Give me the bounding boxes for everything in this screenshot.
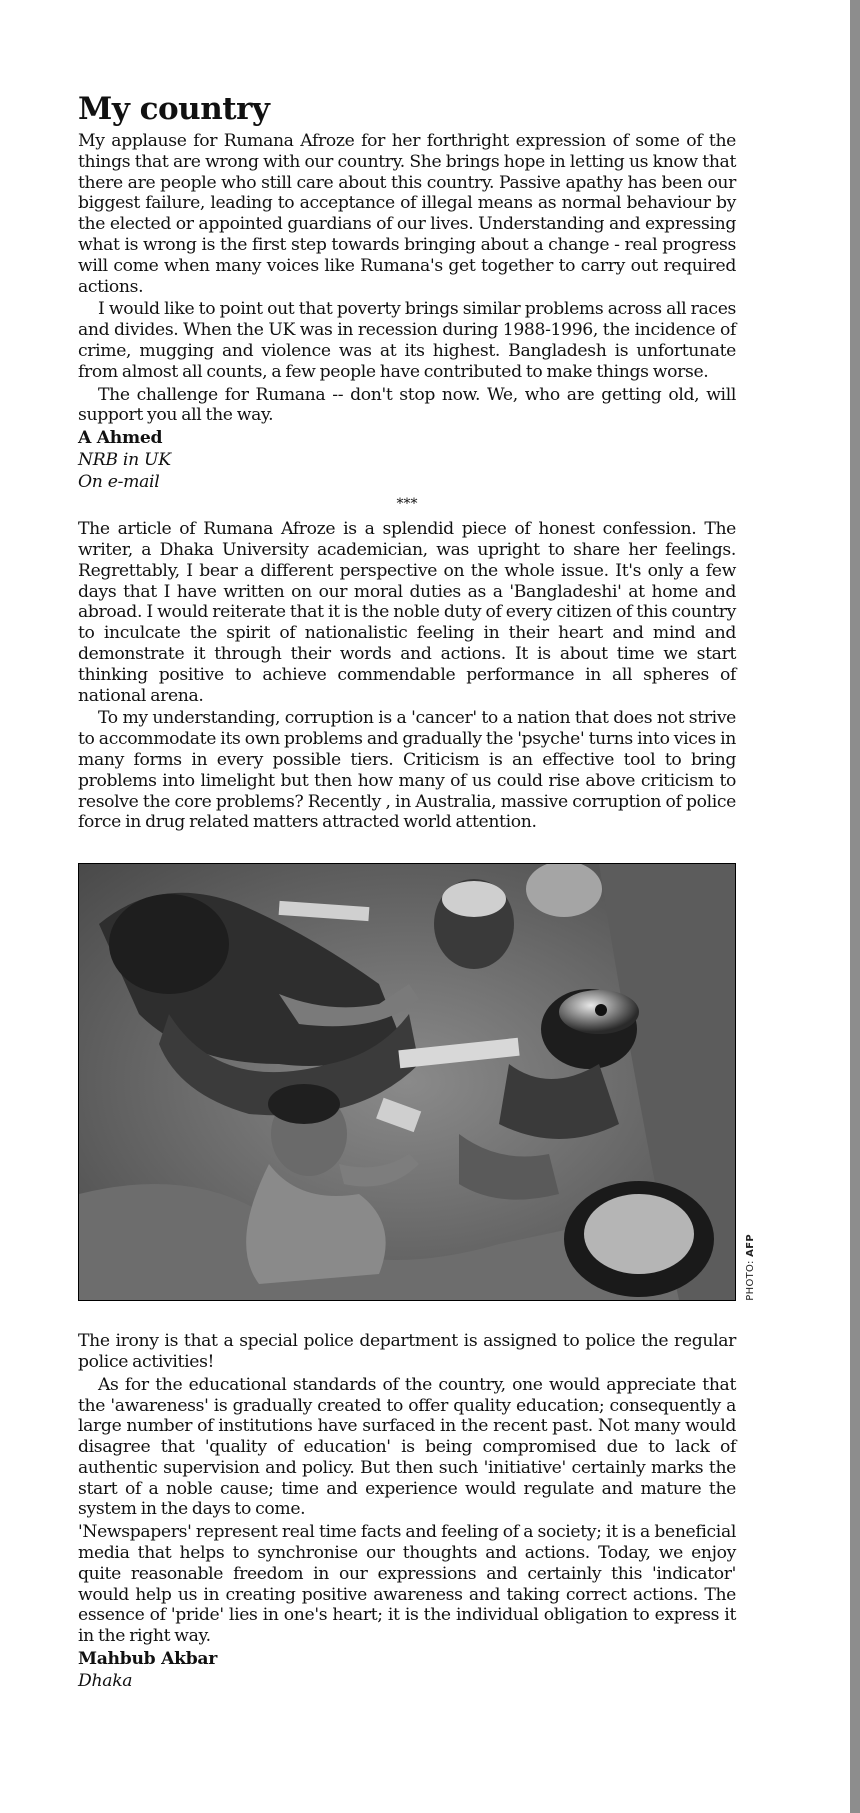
photo-credit-source: AFP <box>745 1234 756 1258</box>
letter2-location: Dhaka <box>78 1671 133 1692</box>
letter1-via: On e-mail <box>78 472 160 493</box>
letter2-paragraph-4: As for the educational standards of the country, one would appreciate that the 'awareness' is gradually created to offer quality education; consequently a large number of institutions have surfaced in the recent past. Not many would disagree that 'quality of education' is being compromised due to lack of authentic supervision and policy. But then such 'initiative' certainly marks the start of a noble cause; time and experience would regulate and mature the system in the days to come. <box>78 1374 736 1520</box>
article-photo-container <box>78 863 756 1302</box>
letter-separator: *** <box>396 496 418 513</box>
letter1-author: A Ahmed <box>78 428 163 449</box>
letter1-paragraph-3: The challenge for Rumana -- don't stop now. We, who are getting old, will support you all the way. <box>78 384 736 426</box>
photo-credit <box>745 1234 756 1301</box>
letter2-author: Mahbub Akbar <box>78 1649 218 1670</box>
photo-credit-prefix: PHOTO: <box>745 1257 756 1302</box>
article-photo <box>78 863 736 1301</box>
letter2-paragraph-5: 'Newspapers' represent real time facts and feeling of a society; it is a beneficial media that helps to synchronise our thoughts and actions. Today, we enjoy quite reasonable freedom in our expressions and certainly this 'indicator' would help us in creating positive awareness and taking correct actions. The essence of 'pride' lies in one's heart; it is the individual obligation to express it in the right way. <box>78 1522 736 1647</box>
vertical-scrollbar[interactable] <box>850 0 860 1813</box>
letter2-paragraph-3: The irony is that a special police department is assigned to police the regular police activities! <box>78 1331 736 1372</box>
letter1-paragraph-2: I would like to point out that poverty brings similar problems across all races and divides. When the UK was in recession during 1988-1996, the incidence of crime, mugging and violence was at its highest. Bangladesh is unfortunate from almost all counts, a few people have contributed to make things worse. <box>78 299 736 382</box>
letter2-paragraph-2: To my understanding, corruption is a 'cancer' to a nation that does not strive to accommodate its own problems and gradually the 'psyche' turns into vices in many forms in every possible tiers. Criticism is an effective tool to bring problems into limelight but then how many of us could rise above criticism to resolve the core problems? Recently , in Australia, massive corruption of police force in drug related matters attracted world attention. <box>78 708 736 833</box>
letter2-paragraph-1: The article of Rumana Afroze is a splendid piece of honest confession. The writer, a Dhaka University academician, was upright to share her feelings. Regrettably, I bear a different perspective on the whole issue. It's only a few days that I have written on our moral duties as a 'Bangladeshi' at home and abroad. I would reiterate that it is the noble duty of every citizen of this country to inculcate the spirit of nationalistic feeling in their heart and mind and demonstrate it through their words and actions. It is about time we start thinking positive to achieve commendable performance in all spheres of national arena. <box>78 519 736 706</box>
letter1-location: NRB in UK <box>78 450 171 471</box>
letter1-paragraph-1: My applause for Rumana Afroze for her forthright expression of some of the things that are wrong with our country. She brings hope in letting us know that there are people who still care about this country. Passive apathy has been our biggest failure, leading to acceptance of illegal means as normal behaviour by the elected or appointed guardians of our lives. Understanding and expressing what is wrong is the first step towards bringing about a change - real progress will come when many voices like Rumana's get together to carry out required actions. <box>78 131 736 297</box>
article-page <box>78 90 756 1692</box>
photo-illustration <box>79 864 735 1300</box>
article-title: My country <box>78 91 270 127</box>
